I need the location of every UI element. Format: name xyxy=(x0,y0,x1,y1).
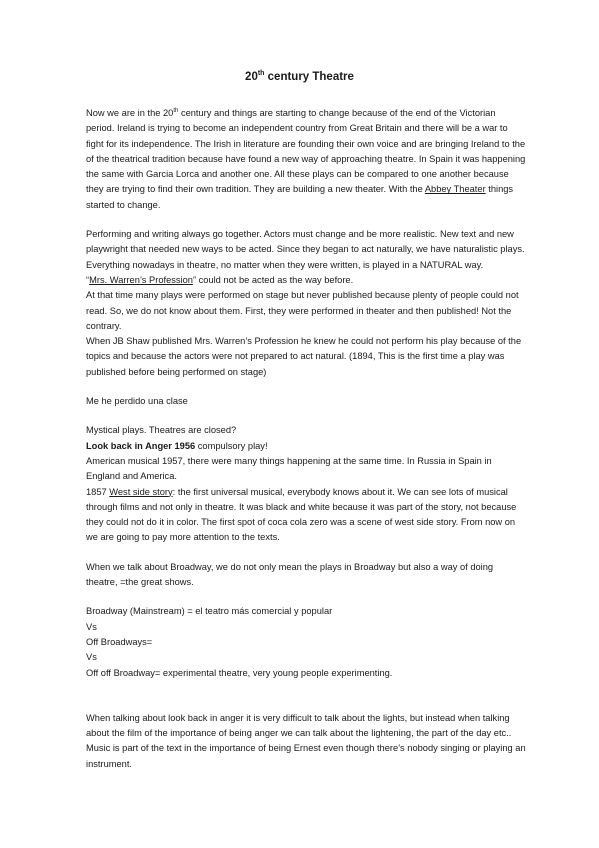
line-broadway: Broadway (Mainstream) = el teatro más comercial y popular xyxy=(86,606,333,617)
text-span: compulsory play! xyxy=(195,440,268,451)
text-span: things started to change. xyxy=(86,184,514,210)
paragraph-shaw: When JB Shaw published Mrs. Warren’s Profession he knew he could not perform his play because of the topics and because the actors were not prepared to act natural. (1894, This is the first time a play was published before being performed on stage) xyxy=(86,336,522,377)
text-span: 1857 xyxy=(86,486,110,497)
page-title xyxy=(0,70,599,83)
text-span: century and things are starting to change because of the end of the Victorian period. Ireland is trying to become an independent country from Great Britain and there will be a war to fight for its independence. The Irish in literature are founding their own voice and are bringing Ireland to the of the theatrical tradition because have found a new way of approaching theatre. In Spain it was happening the same with Garcia Lorca and another one. All these plays can be compared to one another because they are trying to find their own tradition. They are building a new theater. With the xyxy=(86,108,526,195)
paragraph-american-musical: American musical 1957, there were many things happening at the same time. In Russia in Spain in England and America. xyxy=(86,455,492,482)
superscript: th xyxy=(173,107,179,114)
paragraph-look-back xyxy=(86,439,526,454)
line-off-broadway: Off Broadways= xyxy=(86,636,153,647)
line-off-off-broadway: Off off Broadway= experimental theatre, very young people experimenting. xyxy=(86,667,393,678)
paragraph-music: Music is part of the text in the importance of being Ernest even though there’s nobody singing or playing an instrument. xyxy=(86,743,526,769)
text-span: : the first universal musical, everybody knows about it. We can see lots of musical through films and not only in theatre. It was black and white because it was part of the story, not because they could not do it in color. The first spot of coca cola zero was a scene of west side story. From now on we are going to pay more attention to the texts. xyxy=(86,486,517,543)
text-span: Now we are in the 20 xyxy=(86,108,174,118)
paragraph-published: At that time many plays were performed on stage but never published because plenty of people could not read. So, we do not know about them. First, they were performed in theater and then published! Not the contrary. xyxy=(86,290,519,331)
paragraph-intro xyxy=(86,106,526,213)
line-vs-2: Vs xyxy=(86,652,97,663)
paragraph-lights: When talking about look back in anger it is very difficult to talk about the lights, but instead when talking about the film of the importance of being anger we can talk about the lightening, the part of the day etc.. xyxy=(86,712,512,739)
paragraph-broadway: When we talk about Broadway, we do not only mean the plays in Broadway but also a way of doing theatre, =the great shows. xyxy=(86,561,494,588)
line-vs-1: Vs xyxy=(86,621,97,632)
paragraph-west-side xyxy=(86,485,526,546)
title-number: 20 xyxy=(245,70,258,83)
quote-mark: “ xyxy=(86,274,90,285)
document-body xyxy=(86,106,526,772)
paragraph-missed-class: Me he perdido una clase xyxy=(86,396,188,407)
title-superscript: th xyxy=(257,70,265,77)
paragraph-performing: Performing and writing always go together. Actors must change and be more realistic. New text and new playwright that needed new ways to be acted. Since they began to act naturally, we have naturalistic plays. Everything nowadays in theatre, no matter when they were written, is played in a NATURAL way. xyxy=(86,229,525,270)
mrs-warren-link[interactable]: Mrs. Warren’s Profession xyxy=(89,274,193,285)
west-side-story-link[interactable]: West side story xyxy=(109,486,173,497)
abbey-theater-link[interactable]: Abbey Theater xyxy=(424,184,486,195)
title-text: century Theatre xyxy=(264,70,354,83)
paragraph-mystical: Mystical plays. Theatres are closed? xyxy=(86,425,237,436)
paragraph-mrs-warren xyxy=(86,273,526,288)
text-span: ” could not be acted as the way before. xyxy=(192,274,354,285)
look-back-title: Look back in Anger 1956 xyxy=(86,440,196,451)
